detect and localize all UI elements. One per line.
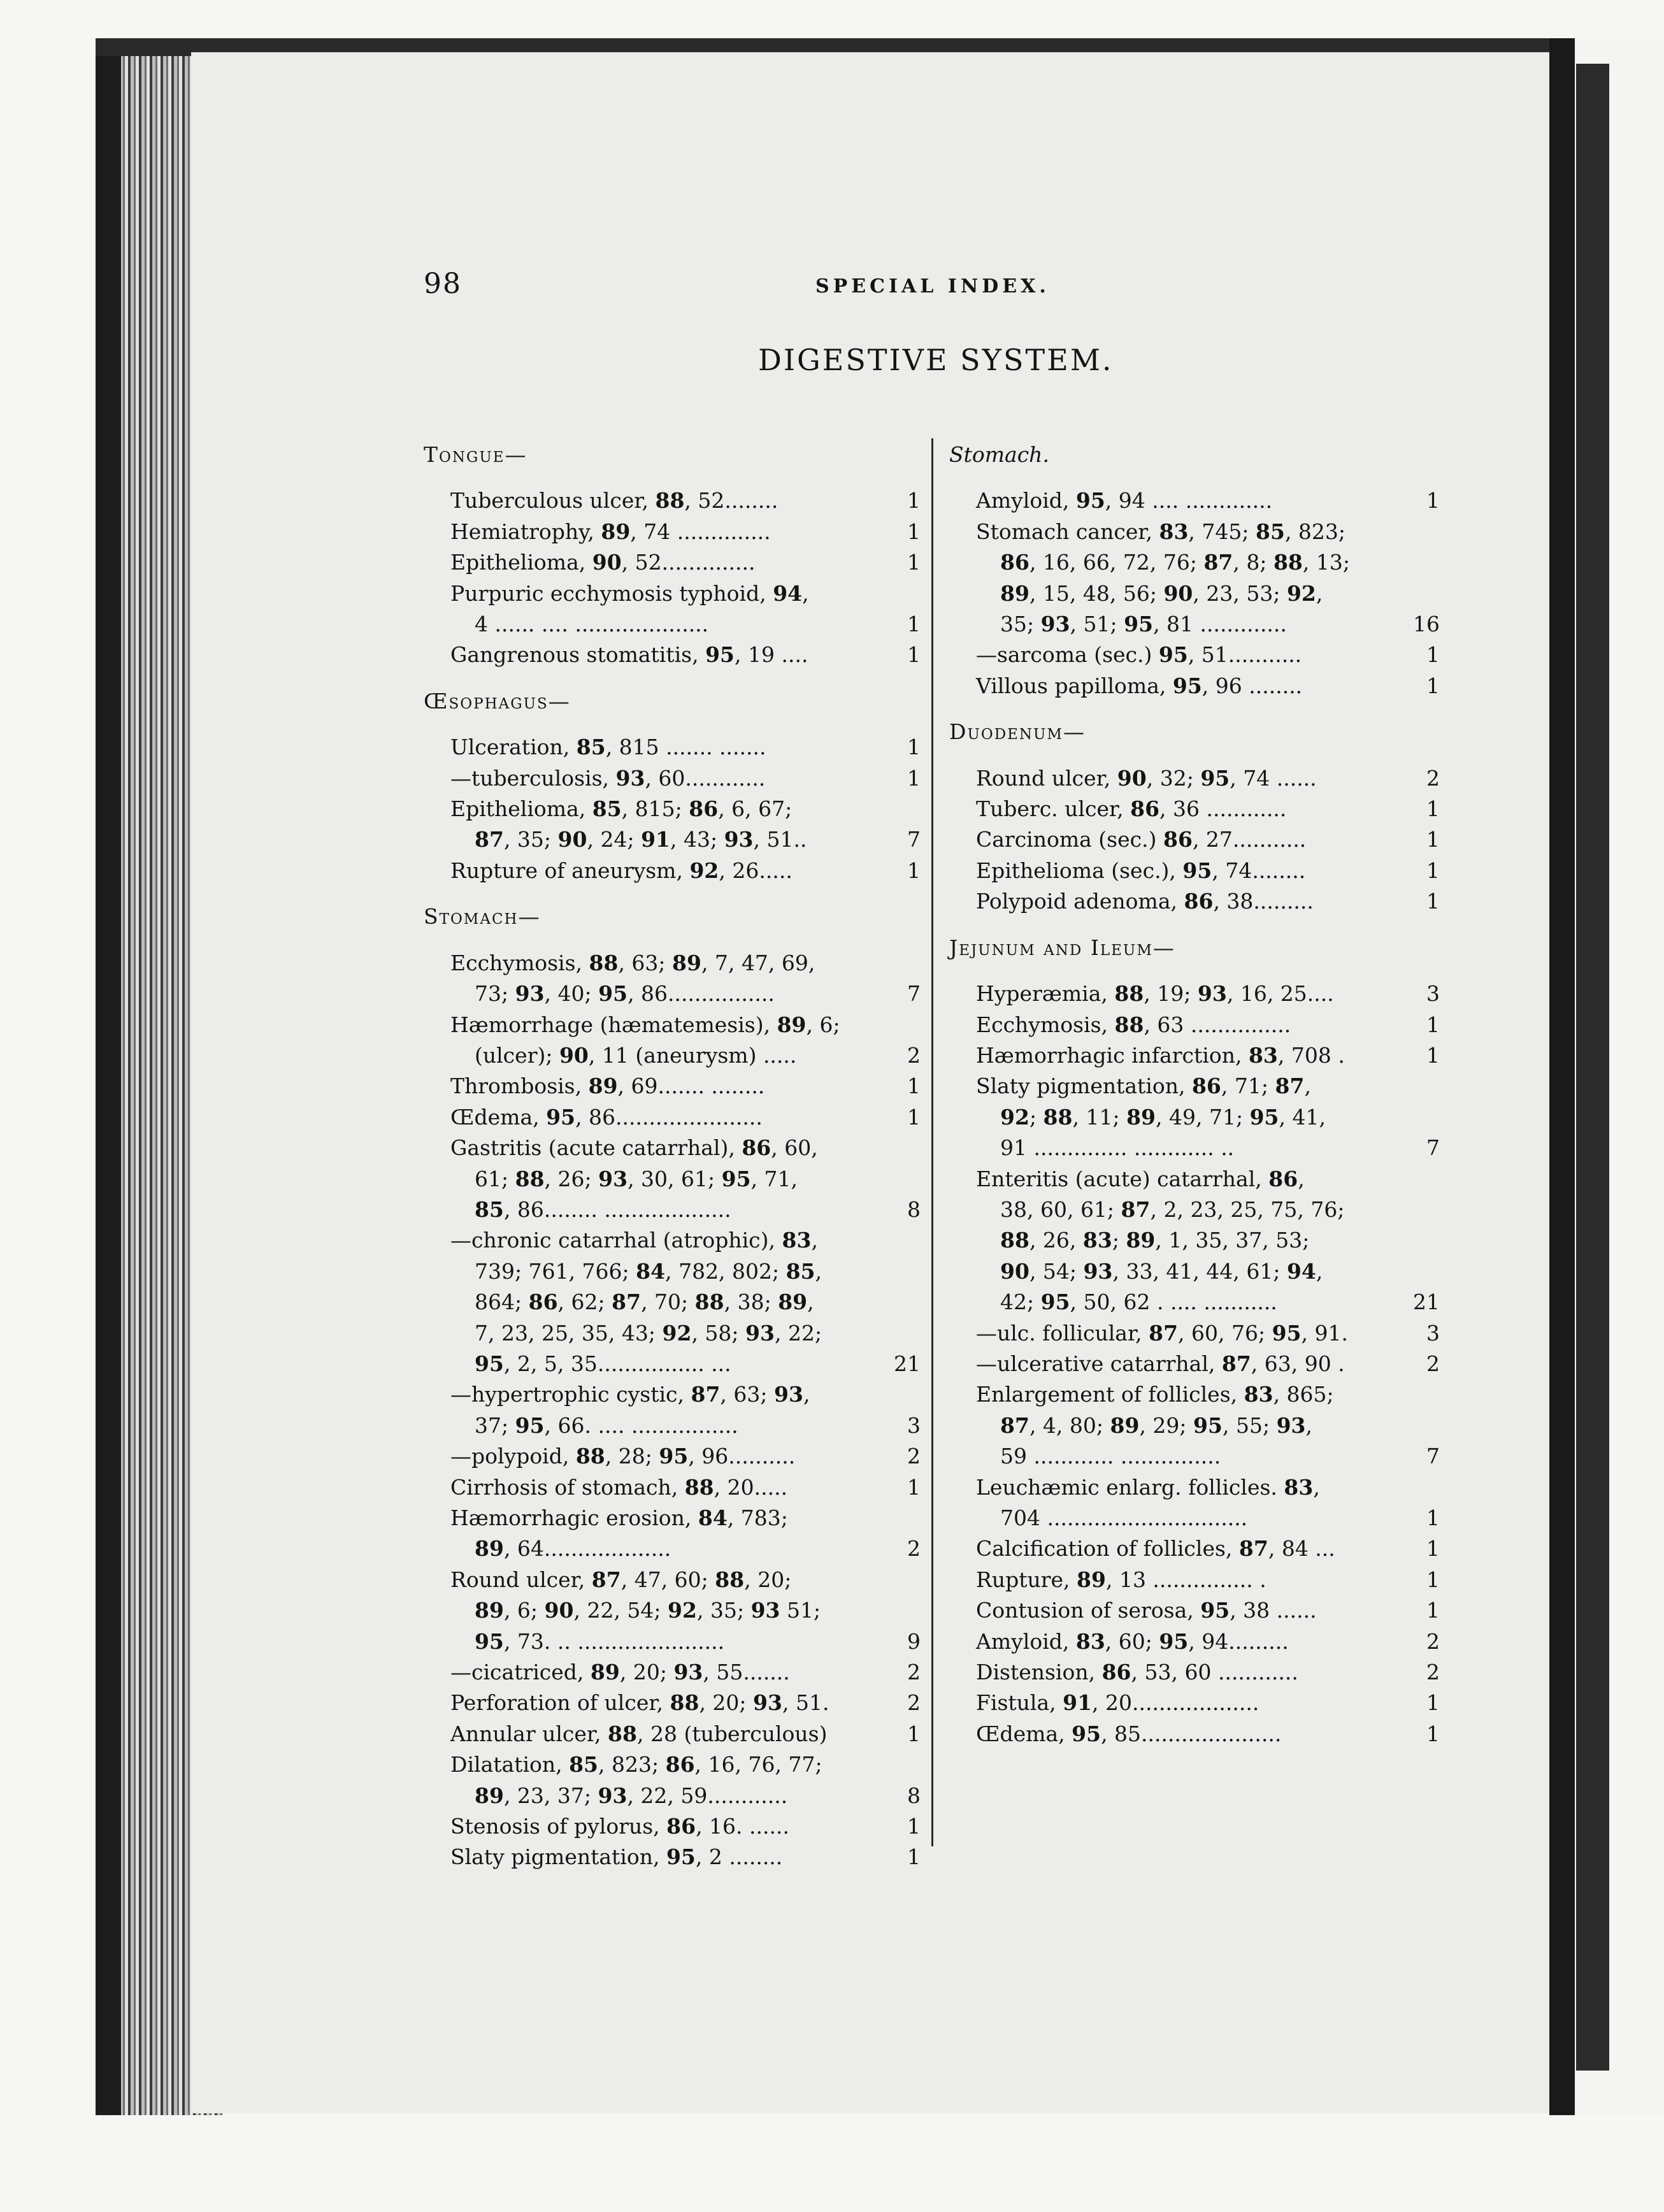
entry-text: 4 ...... .... .................... (475, 612, 709, 637)
entry-text: Distension, 86, 53, 60 ............ (976, 1660, 1298, 1685)
index-entry-line (949, 517, 1440, 547)
case-count: 1 (1426, 1042, 1440, 1068)
entry-text: (ulcer); 90, 11 (aneurysm) ..... (475, 1042, 797, 1068)
entry-text: 87, 4, 80; 89, 29; 95, 55; 93, (1000, 1412, 1312, 1438)
case-count: 16 (1413, 612, 1440, 637)
case-count: 3 (907, 1412, 921, 1438)
gutter-shadow (1549, 38, 1575, 2115)
index-entry-line (949, 1287, 1440, 1318)
entry-text: Œdema, 95, 85..................... (976, 1721, 1282, 1746)
entry-text: Rupture, 89, 13 ............... . (976, 1567, 1266, 1592)
case-count: 1 (1426, 1598, 1440, 1623)
index-entry-line (424, 1811, 921, 1842)
index-entry-line (424, 1719, 921, 1749)
index-entry-line (949, 1379, 1440, 1410)
entry-text: 92; 88, 11; 89, 49, 71; 95, 41, (1000, 1104, 1326, 1130)
entry-text: 86, 16, 66, 72, 76; 87, 8; 88, 13; (1000, 550, 1350, 575)
entry-text: Tuberc. ulcer, 86, 36 ............ (976, 796, 1287, 822)
case-count: 1 (1426, 1721, 1440, 1746)
entry-text: Perforation of ulcer, 88, 20; 93, 51. (450, 1690, 829, 1716)
index-entry-line (424, 1040, 921, 1071)
index-entry-line (424, 1287, 921, 1318)
entry-text: Annular ulcer, 88, 28 (tuberculous) (450, 1721, 828, 1746)
entry-text: —ulc. follicular, 87, 60, 76; 95, 91. (976, 1320, 1349, 1346)
index-entry-line (424, 763, 921, 794)
index-entry-line (424, 979, 921, 1009)
entry-text: 89, 64................... (475, 1536, 671, 1562)
index-entry-line (424, 1749, 921, 1780)
entry-text: 89, 15, 48, 56; 90, 23, 53; 92, (1000, 580, 1323, 606)
entry-text: Slaty pigmentation, 86, 71; 87, (976, 1074, 1311, 1099)
index-entry-line (949, 1010, 1440, 1040)
entry-text: Gangrenous stomatitis, 95, 19 .... (450, 642, 808, 668)
index-entry-line (424, 1595, 921, 1626)
index-entry-line (949, 1318, 1440, 1349)
case-count: 1 (1426, 827, 1440, 852)
heading-spacer (949, 963, 1440, 979)
index-entry-line (949, 1256, 1440, 1287)
entry-text: Tuberculous ulcer, 88, 52........ (450, 488, 778, 514)
case-count: 7 (907, 981, 921, 1007)
case-count: 2 (1426, 1660, 1440, 1685)
index-entry-line (424, 1164, 921, 1195)
entry-text: Hæmorrhagic infarction, 83, 708 . (976, 1042, 1345, 1068)
case-count: 1 (907, 1474, 921, 1500)
entry-text: Leuchæmic enlarg. follicles. 83, (976, 1474, 1320, 1500)
heading-spacer (949, 748, 1440, 763)
index-entry-line (424, 1225, 921, 1256)
entry-text: 61; 88, 26; 93, 30, 61; 95, 71, (475, 1166, 798, 1191)
index-heading: Duodenum— (949, 719, 1086, 745)
heading-spacer (949, 470, 1440, 485)
entry-text: 90, 54; 93, 33, 41, 44, 61; 94, (1000, 1258, 1323, 1284)
index-entry-line (949, 1688, 1440, 1718)
entry-text: Hæmorrhage (hæmatemesis), 89, 6; (450, 1012, 840, 1037)
page-number: 98 (424, 268, 462, 300)
entry-text: Polypoid adenoma, 86, 38......... (976, 889, 1314, 914)
index-entry-line (424, 1472, 921, 1503)
index-entry-line (424, 1533, 921, 1564)
heading-spacer (424, 717, 921, 732)
case-count: 1 (907, 1074, 921, 1099)
index-entry-line (424, 1071, 921, 1102)
case-count: 1 (907, 1721, 921, 1746)
entry-text: Ulceration, 85, 815 ....... ....... (450, 735, 766, 760)
index-entry-line (424, 578, 921, 609)
index-entry-line (424, 547, 921, 578)
running-head: SPECIAL INDEX. (815, 275, 1050, 298)
index-entry-line (949, 794, 1440, 824)
entry-text: Villous papilloma, 95, 96 ........ (976, 673, 1303, 698)
entry-text: —ulcerative catarrhal, 87, 63, 90 . (976, 1351, 1345, 1376)
entry-text: Enteritis (acute) catarrhal, 86, (976, 1166, 1305, 1191)
heading-spacer (424, 933, 921, 948)
index-entry-line (949, 1533, 1440, 1564)
entry-text: —hypertrophic cystic, 87, 63; 93, (450, 1382, 810, 1407)
index-entry-line (424, 1379, 921, 1410)
entry-text: Epithelioma, 85, 815; 86, 6, 67; (450, 796, 793, 822)
entry-text: —tuberculosis, 93, 60............ (450, 765, 766, 791)
case-count: 1 (1426, 889, 1440, 914)
index-entry-line (949, 671, 1440, 701)
entry-text: 87, 35; 90, 24; 91, 43; 93, 51.. (475, 827, 807, 852)
case-count: 7 (1426, 1444, 1440, 1469)
entry-text: Stenosis of pylorus, 86, 16. ...... (450, 1814, 789, 1839)
entry-text: 73; 93, 40; 95, 86................ (475, 981, 775, 1007)
index-entry-line (424, 1010, 921, 1040)
entry-text: 85, 86........ ................... (475, 1196, 731, 1222)
entry-text: Slaty pigmentation, 95, 2 ........ (450, 1844, 783, 1870)
index-entry-line (949, 1349, 1440, 1379)
index-entry-line (949, 1102, 1440, 1133)
case-count: 1 (907, 550, 921, 575)
index-entry-line (424, 1318, 921, 1349)
entry-text: Gastritis (acute catarrhal), 86, 60, (450, 1135, 818, 1161)
index-entry-line (949, 763, 1440, 794)
case-count: 1 (907, 1104, 921, 1130)
case-count: 21 (894, 1351, 921, 1376)
index-heading: Œsophagus— (424, 688, 571, 714)
heading-spacer (424, 886, 921, 901)
index-entry-line (424, 1503, 921, 1533)
entry-text: Stomach cancer, 83, 745; 85, 823; (976, 519, 1346, 544)
index-entry-line (424, 1349, 921, 1379)
index-entry-line (424, 1688, 921, 1718)
case-count: 2 (1426, 1351, 1440, 1376)
case-count: 1 (907, 1844, 921, 1870)
column-divider (931, 438, 933, 1846)
entry-text: 95, 73. .. ...................... (475, 1628, 725, 1654)
case-count: 1 (907, 519, 921, 544)
section-title: DIGESTIVE SYSTEM. (758, 343, 1114, 377)
entry-text: 37; 95, 66. .... ................ (475, 1412, 738, 1438)
case-count: 1 (907, 858, 921, 883)
index-entry-line (424, 485, 921, 516)
entry-text: 59 ............ ............... (1000, 1444, 1221, 1469)
case-count: 1 (1426, 1567, 1440, 1592)
heading-spacer (949, 917, 1440, 933)
case-count: 1 (907, 765, 921, 791)
index-entry-line (949, 856, 1440, 886)
entry-text: Rupture of aneurysm, 92, 26..... (450, 858, 793, 883)
case-count: 1 (1426, 1505, 1440, 1530)
index-entry-line (949, 1411, 1440, 1441)
case-count: 1 (1426, 858, 1440, 883)
case-count: 3 (1426, 981, 1440, 1007)
case-count: 2 (1426, 1628, 1440, 1654)
case-count: 1 (1426, 1690, 1440, 1716)
case-count: 7 (1426, 1135, 1440, 1161)
case-count: 9 (907, 1628, 921, 1654)
entry-text: —cicatriced, 89, 20; 93, 55....... (450, 1660, 790, 1685)
entry-text: 864; 86, 62; 87, 70; 88, 38; 89, (475, 1289, 814, 1315)
index-entry-line (949, 578, 1440, 609)
entry-text: 89, 6; 90, 22, 54; 92, 35; 93 51; (475, 1598, 821, 1623)
case-count: 3 (1426, 1320, 1440, 1346)
index-entry-line (424, 856, 921, 886)
index-entry-line (424, 732, 921, 763)
index-entry-line (949, 1503, 1440, 1533)
index-heading: Stomach. (949, 442, 1049, 467)
entry-text: Enlargement of follicles, 83, 865; (976, 1382, 1334, 1407)
entry-text: 95, 2, 5, 35................ ... (475, 1351, 731, 1376)
right-column (949, 440, 1440, 1749)
entry-text: Carcinoma (sec.) 86, 27........... (976, 827, 1307, 852)
heading-spacer (949, 701, 1440, 717)
facing-page-bar (1576, 64, 1609, 2071)
index-entry-line (949, 1441, 1440, 1472)
heading-spacer (424, 671, 921, 686)
case-count: 1 (1426, 673, 1440, 698)
entry-text: Ecchymosis, 88, 63; 89, 7, 47, 69, (450, 950, 815, 975)
case-count: 2 (1426, 765, 1440, 791)
case-count: 1 (1426, 796, 1440, 822)
entry-text: Cirrhosis of stomach, 88, 20..... (450, 1474, 788, 1500)
index-heading: Tongue— (424, 442, 527, 467)
case-count: 1 (1426, 1536, 1440, 1562)
entry-text: Epithelioma, 90, 52.............. (450, 550, 756, 575)
book-spine-shadow (96, 38, 121, 2115)
index-entry-line (424, 1411, 921, 1441)
index-entry-line (424, 609, 921, 640)
index-entry-line (424, 1441, 921, 1472)
index-entry-line (424, 1842, 921, 1872)
index-entry-line (949, 485, 1440, 516)
index-heading: Jejunum and Ileum— (949, 935, 1175, 960)
entry-text: Epithelioma (sec.), 95, 74........ (976, 858, 1306, 883)
index-entry-line (424, 1627, 921, 1657)
entry-text: 38, 60, 61; 87, 2, 23, 25, 75, 76; (1000, 1196, 1345, 1222)
index-entry-line (424, 1565, 921, 1595)
case-count: 1 (1426, 642, 1440, 668)
index-entry-line (424, 1102, 921, 1133)
case-count: 21 (1413, 1289, 1440, 1315)
entry-text: Thrombosis, 89, 69....... ........ (450, 1074, 765, 1099)
index-entry-line (424, 640, 921, 670)
index-entry-line (949, 1627, 1440, 1657)
index-entry-line (949, 1071, 1440, 1102)
case-count: 7 (907, 827, 921, 852)
entry-text: Fistula, 91, 20................... (976, 1690, 1259, 1716)
index-entry-line (949, 1472, 1440, 1503)
index-entry-line (424, 794, 921, 824)
entry-text: Dilatation, 85, 823; 86, 16, 76, 77; (450, 1752, 822, 1778)
entry-text: Calcification of follicles, 87, 84 ... (976, 1536, 1335, 1562)
case-count: 8 (907, 1783, 921, 1808)
entry-text: Contusion of serosa, 95, 38 ...... (976, 1598, 1317, 1623)
entry-text: —polypoid, 88, 28; 95, 96.......... (450, 1444, 796, 1469)
case-count: 1 (1426, 1012, 1440, 1037)
index-entry-line (949, 1195, 1440, 1225)
case-count: 2 (907, 1690, 921, 1716)
index-entry-line (949, 1040, 1440, 1071)
case-count: 2 (907, 1444, 921, 1469)
index-entry-line (949, 1133, 1440, 1163)
case-count: 1 (907, 1814, 921, 1839)
index-entry-line (949, 886, 1440, 917)
index-entry-line (949, 1164, 1440, 1195)
case-count: 8 (907, 1196, 921, 1222)
entry-text: Amyloid, 83, 60; 95, 94......... (976, 1628, 1289, 1654)
index-entry-line (949, 1565, 1440, 1595)
entry-text: 35; 93, 51; 95, 81 ............. (1000, 612, 1287, 637)
index-entry-line (949, 1595, 1440, 1626)
index-entry-line (949, 609, 1440, 640)
case-count: 2 (907, 1660, 921, 1685)
index-entry-line (424, 1657, 921, 1688)
entry-text: Ecchymosis, 88, 63 ............... (976, 1012, 1291, 1037)
case-count: 1 (1426, 488, 1440, 514)
index-heading: Stomach— (424, 904, 541, 930)
entry-text: 42; 95, 50, 62 . .... ........... (1000, 1289, 1277, 1315)
heading-spacer (424, 470, 921, 485)
entry-text: 89, 23, 37; 93, 22, 59............ (475, 1783, 788, 1808)
index-entry-line (424, 1133, 921, 1163)
index-entry-line (424, 948, 921, 979)
index-entry-line (949, 1719, 1440, 1749)
entry-text: 7, 23, 25, 35, 43; 92, 58; 93, 22; (475, 1320, 822, 1346)
entry-text: Hemiatrophy, 89, 74 .............. (450, 519, 771, 544)
index-entry-line (949, 547, 1440, 578)
index-entry-line (424, 1195, 921, 1225)
entry-text: 704 .............................. (1000, 1505, 1248, 1530)
entry-text: Round ulcer, 90, 32; 95, 74 ...... (976, 765, 1317, 791)
left-column (424, 440, 921, 1873)
entry-text: Round ulcer, 87, 47, 60; 88, 20; (450, 1567, 792, 1592)
entry-text: —sarcoma (sec.) 95, 51........... (976, 642, 1302, 668)
case-count: 2 (907, 1042, 921, 1068)
index-entry-line (949, 979, 1440, 1009)
case-count: 1 (907, 735, 921, 760)
index-entry-line (949, 640, 1440, 670)
entry-text: 739; 761, 766; 84, 782, 802; 85, (475, 1258, 822, 1284)
entry-text: Amyloid, 95, 94 .... ............. (976, 488, 1273, 514)
case-count: 1 (907, 612, 921, 637)
case-count: 1 (907, 642, 921, 668)
entry-text: Hyperæmia, 88, 19; 93, 16, 25.... (976, 981, 1334, 1007)
index-entry-line (424, 517, 921, 547)
index-entry-line (424, 824, 921, 855)
entry-text: 88, 26, 83; 89, 1, 35, 37, 53; (1000, 1228, 1310, 1253)
index-entry-line (424, 1781, 921, 1811)
index-entry-line (424, 1256, 921, 1287)
entry-text: 91 .............. ............ .. (1000, 1135, 1235, 1161)
entry-text: Purpuric ecchymosis typhoid, 94, (450, 580, 809, 606)
index-entry-line (949, 824, 1440, 855)
index-entry-line (949, 1657, 1440, 1688)
case-count: 2 (907, 1536, 921, 1562)
entry-text: Œdema, 95, 86...................... (450, 1104, 763, 1130)
entry-text: Hæmorrhagic erosion, 84, 783; (450, 1505, 788, 1530)
case-count: 1 (907, 488, 921, 514)
entry-text: —chronic catarrhal (atrophic), 83, (450, 1228, 818, 1253)
index-entry-line (949, 1225, 1440, 1256)
